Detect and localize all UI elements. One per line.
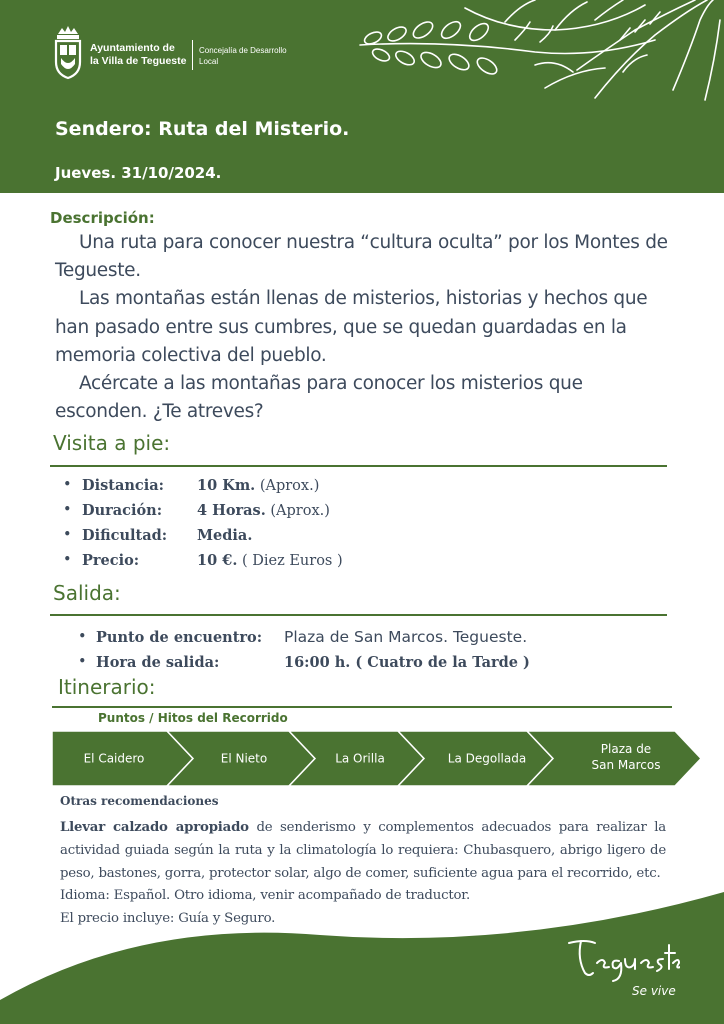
org-name <box>90 42 186 68</box>
recommendations-rest: de senderismo y complementos adecuados para realizar la actividad guiada según la ruta y la climatología lo requiera: Chubasquero, abrigo ligero de peso, bastones, gorra, protector solar, algo de comer, suficiente agua para el recorrido, etc. <box>60 820 666 881</box>
duration-label: • Duración: <box>82 502 163 519</box>
visita-divider <box>50 465 667 467</box>
duration-value-note: (Aprox.) <box>265 503 330 519</box>
route-stop-label: El Nieto <box>220 751 268 766</box>
price-value-main: 10 €. <box>197 552 238 569</box>
distance-value-note: (Aprox.) <box>255 478 320 494</box>
salida-heading: Salida: <box>53 581 121 605</box>
org-name-line1: Ayuntamiento de <box>90 42 175 54</box>
difficulty-value <box>197 523 252 549</box>
list-item <box>63 473 663 498</box>
route-stop-5 <box>527 731 701 786</box>
slogan: Se vive <box>632 984 676 998</box>
trail-date: Jueves. 31/10/2024. <box>55 164 222 182</box>
price-label: • Precio: <box>82 552 140 569</box>
recommendations-heading: Otras recomendaciones <box>60 794 219 808</box>
salida-divider <box>50 614 667 616</box>
route-stop-label: La Degollada <box>447 751 527 766</box>
route-chevrons <box>52 731 702 786</box>
list-item <box>63 523 663 548</box>
description-body <box>55 229 675 426</box>
language-note: Idioma: Español. Otro idioma, venir acompañado de traductor. <box>60 888 471 904</box>
salida-list <box>78 625 668 675</box>
route-stop-label: La Orilla <box>335 751 385 766</box>
description-paragraph: Acércate a las montañas para conocer los misterios que esconden. ¿Te atreves? <box>55 373 583 423</box>
itinerario-divider <box>52 706 672 708</box>
route-stop-label: El Caidero <box>83 751 145 766</box>
tegueste-logo <box>565 935 680 985</box>
list-item <box>63 548 663 573</box>
trail-title: Sendero: Ruta del Misterio. <box>55 118 350 140</box>
route-stop-label: Plaza de San Marcos <box>591 742 661 772</box>
coat-of-arms-icon <box>52 24 84 80</box>
duration-value-main: 4 Horas. <box>197 502 266 519</box>
description-paragraph: Las montañas están llenas de misterios, historias y hechos que han pasado entre sus cumbres, que se quedan guardadas en la memoria colectiva del pueblo. <box>55 288 648 366</box>
department-line1: Concejalía de Desarrollo <box>199 46 287 55</box>
route-caption: Puntos / Hitos del Recorrido <box>98 711 288 725</box>
duration-value <box>197 498 330 524</box>
description-heading: Descripción: <box>50 209 155 227</box>
department-name <box>199 45 287 67</box>
leaves-illustration <box>355 0 724 105</box>
distance-value <box>197 473 319 499</box>
price-value-note: ( Diez Euros ) <box>237 553 343 569</box>
departure-time-value: 16:00 h. ( Cuatro de la Tarde ) <box>284 654 530 671</box>
header-divider <box>192 40 193 70</box>
price-includes-note: El precio incluye: Guía y Seguro. <box>60 911 276 927</box>
list-item <box>63 498 663 523</box>
list-item <box>78 625 668 650</box>
meeting-point-value: Plaza de San Marcos. Tegueste. <box>284 628 528 646</box>
visita-heading: Visita a pie: <box>53 431 171 455</box>
recommendations-lead: Llevar calzado apropiado <box>60 820 249 835</box>
difficulty-label: • Dificultad: <box>82 527 168 544</box>
departure-time-label: • Hora de salida: <box>96 654 220 671</box>
recommendations-text <box>60 820 666 881</box>
difficulty-value-main: Media. <box>197 527 253 544</box>
itinerario-heading: Itinerario: <box>58 675 156 699</box>
meeting-point-label: • Punto de encuentro: <box>96 629 263 646</box>
department-line2: Local <box>199 57 219 66</box>
header-banner <box>0 0 724 193</box>
list-item <box>78 650 668 675</box>
distance-value-main: 10 Km. <box>197 477 256 494</box>
price-value <box>197 548 343 574</box>
distance-label: • Distancia: <box>82 477 164 494</box>
description-paragraph: Una ruta para conocer nuestra “cultura oculta” por los Montes de Tegueste. <box>55 232 668 282</box>
org-name-line2: la Villa de Tegueste <box>90 55 187 67</box>
route-stop-1 <box>52 731 193 786</box>
visita-list <box>63 473 663 573</box>
